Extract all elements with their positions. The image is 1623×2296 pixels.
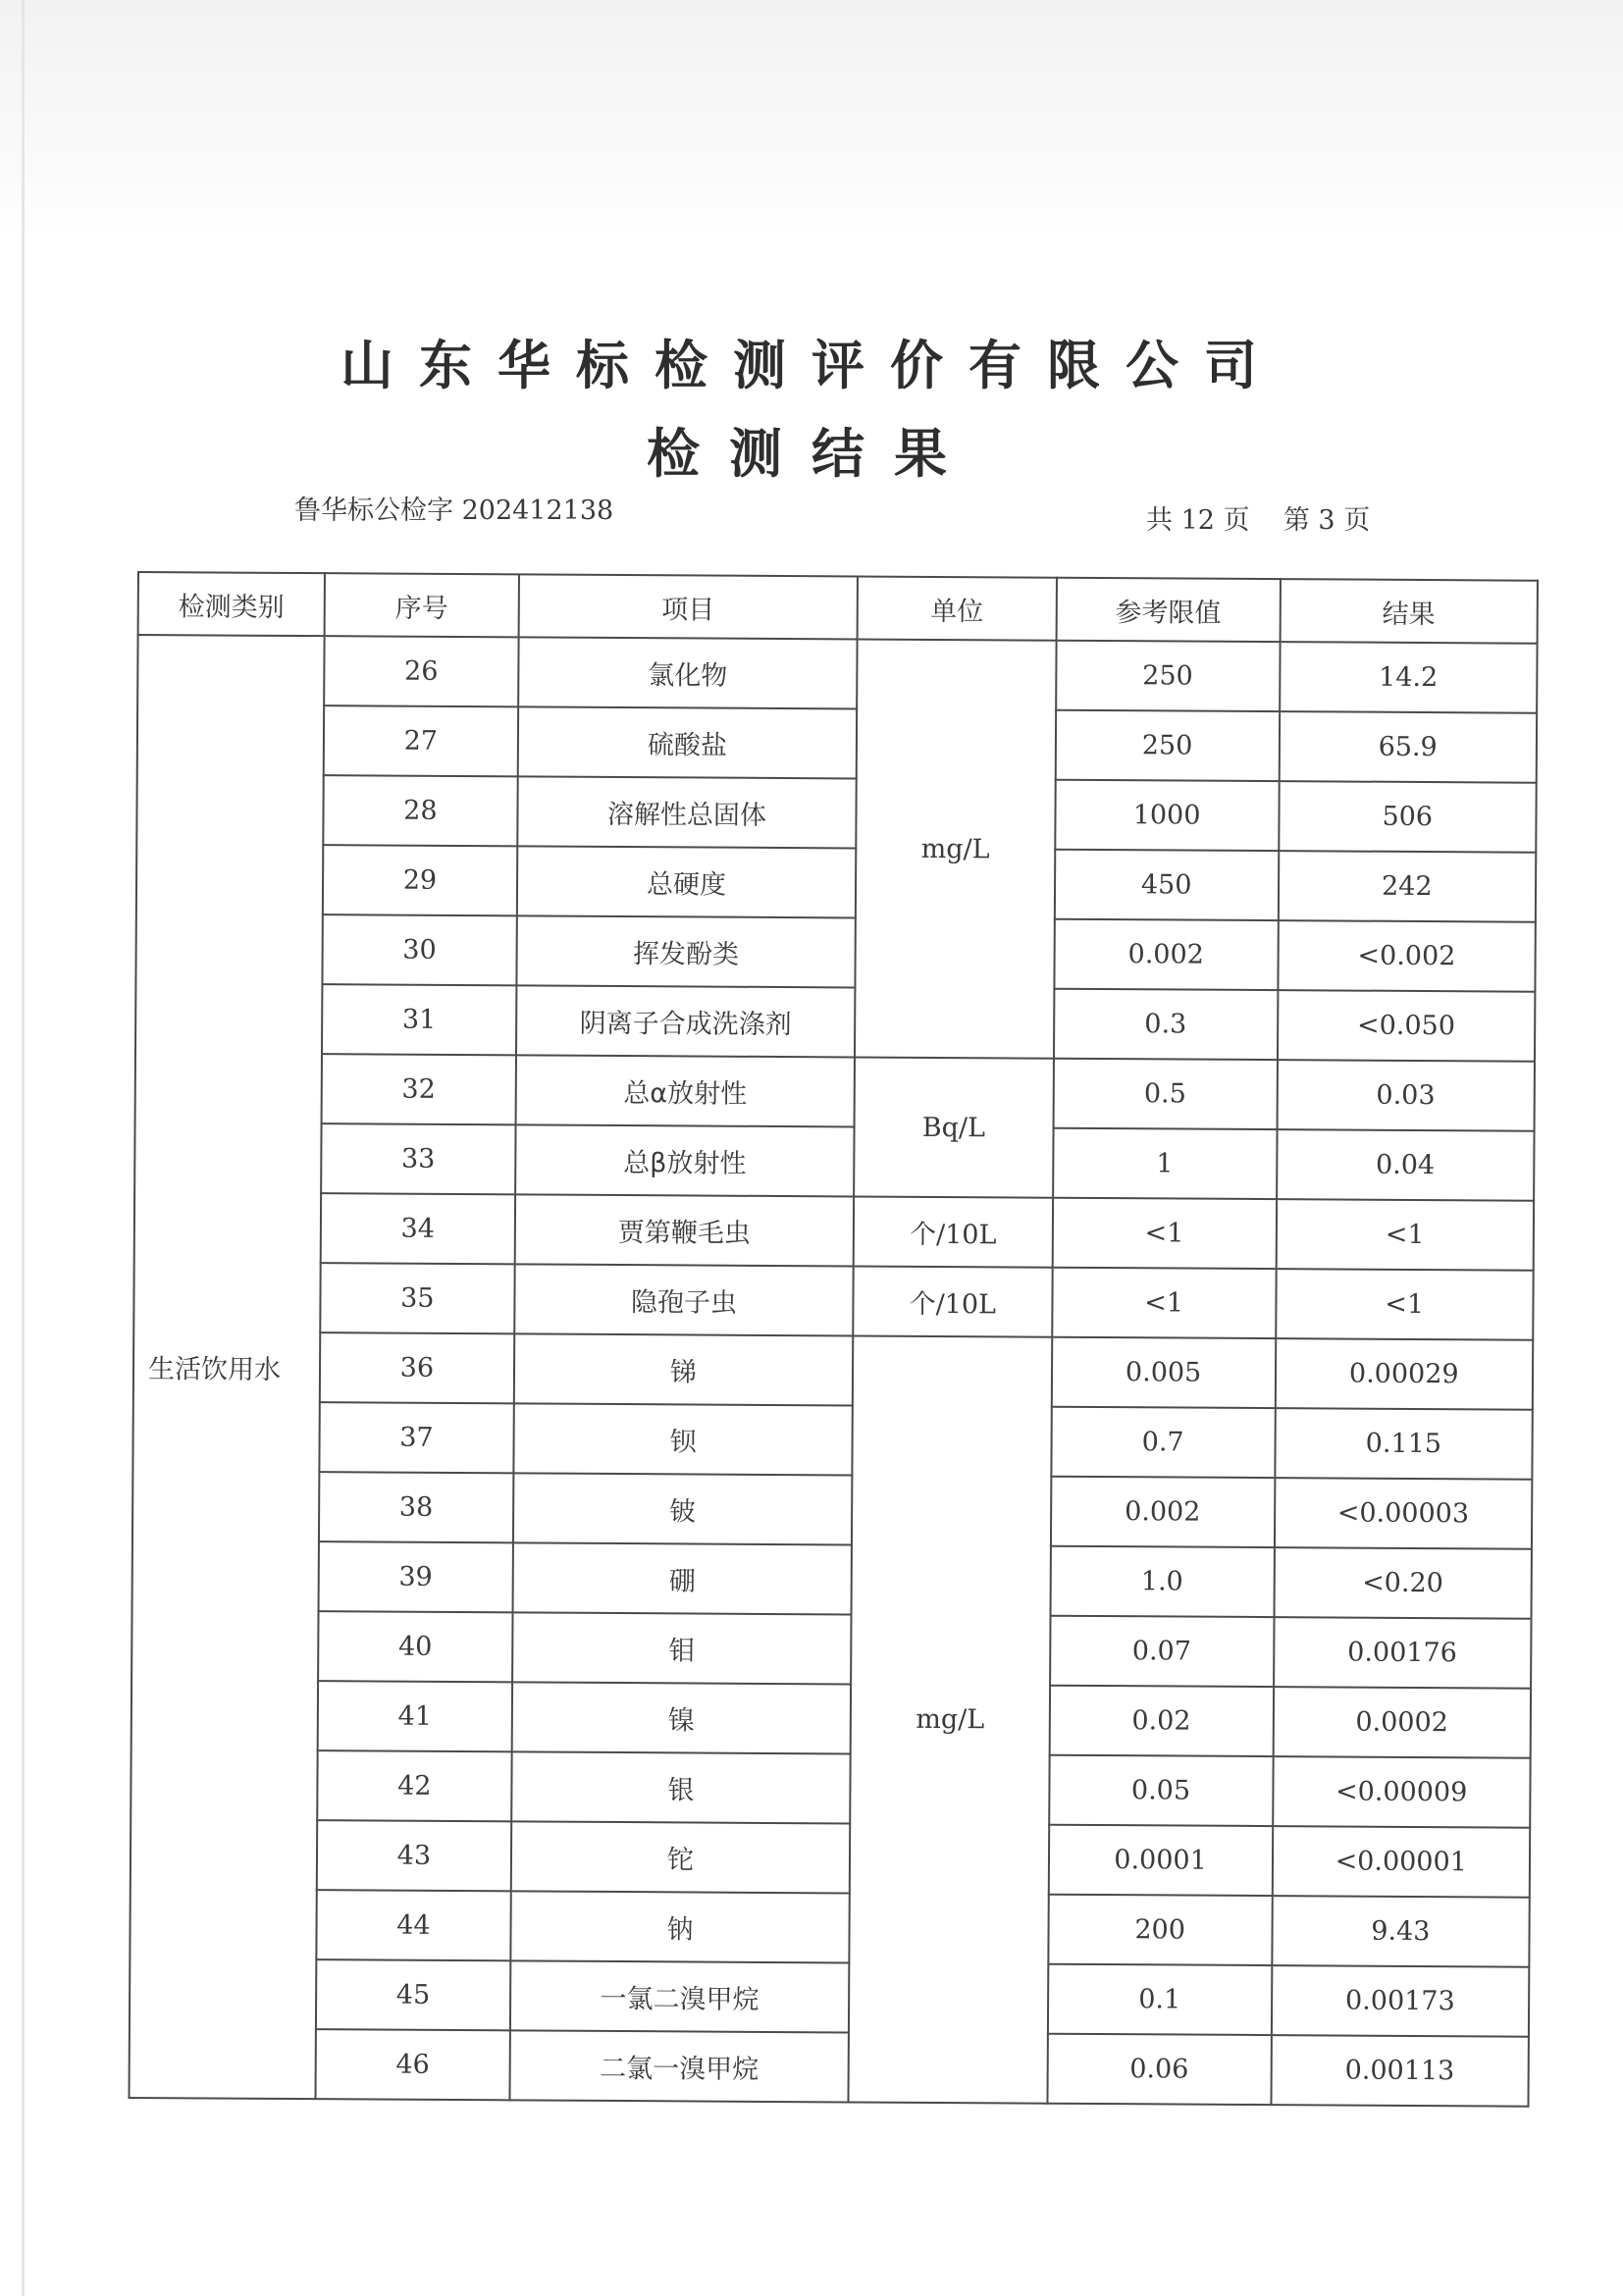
limit-value: 0.05: [1049, 1755, 1273, 1826]
limit-value: <1: [1052, 1268, 1276, 1338]
page-info: 共 12 页 第 3 页: [1146, 505, 1371, 536]
row-number: 46: [315, 2029, 509, 2100]
item-name: 氯化物: [518, 637, 858, 708]
table-row: [131, 1680, 1531, 1758]
item-name: 镍: [512, 1682, 852, 1753]
row-number: 41: [318, 1681, 512, 1751]
limit-value: 0.002: [1054, 919, 1278, 990]
limit-value: 1000: [1055, 780, 1279, 851]
header-category: 检测类别: [138, 572, 325, 636]
result-value: 0.00173: [1271, 1965, 1529, 2037]
limit-value: 250: [1055, 710, 1279, 781]
item-name: 贾第鞭毛虫: [515, 1194, 855, 1266]
results-table: [128, 571, 1538, 2108]
limit-value: 0.07: [1050, 1616, 1274, 1687]
table-row: [132, 1540, 1532, 1619]
header-limit: 参考限值: [1056, 578, 1280, 642]
limit-value: 0.06: [1047, 2034, 1271, 2105]
item-name: 钡: [513, 1403, 853, 1475]
item-name: 硼: [512, 1542, 852, 1614]
result-value: <0.20: [1274, 1547, 1532, 1619]
item-name: 硫酸盐: [518, 706, 858, 778]
header-row: [138, 572, 1538, 644]
document-title: 检测结果: [647, 423, 976, 485]
unit-cell: 个/10L: [853, 1266, 1052, 1336]
row-number: 34: [321, 1193, 515, 1264]
row-number: 43: [317, 1820, 511, 1891]
result-value: <0.00001: [1272, 1826, 1530, 1898]
limit-value: 0.3: [1054, 989, 1278, 1060]
table-row: [137, 635, 1537, 713]
row-number: 44: [316, 1890, 510, 1960]
result-value: 0.03: [1277, 1060, 1535, 1131]
table-row: [133, 1262, 1533, 1340]
result-value: 242: [1278, 851, 1536, 922]
item-name: 铍: [513, 1473, 853, 1544]
table-row: [135, 1053, 1535, 1131]
limit-value: 0.02: [1049, 1686, 1273, 1756]
row-number: 39: [318, 1541, 512, 1612]
row-number: 42: [317, 1750, 511, 1821]
result-value: 9.43: [1272, 1896, 1530, 1967]
result-value: <1: [1276, 1199, 1534, 1271]
unit-cell: mg/L: [855, 639, 1056, 1058]
result-value: 0.00029: [1275, 1338, 1533, 1410]
row-number: 32: [321, 1054, 515, 1124]
item-name: 锑: [514, 1333, 854, 1405]
table-row: [129, 2028, 1528, 2107]
result-value: 0.04: [1277, 1129, 1535, 1201]
row-number: 37: [319, 1402, 513, 1473]
table-row: [135, 913, 1535, 992]
limit-value: 1: [1053, 1128, 1277, 1199]
limit-value: 0.005: [1051, 1337, 1275, 1408]
limit-value: 0.5: [1053, 1059, 1277, 1129]
company-name: 山东华标检测评价有限公司: [340, 335, 1283, 396]
limit-value: 1.0: [1050, 1546, 1274, 1617]
limit-value: 0.1: [1048, 1964, 1272, 2035]
unit-cell: Bq/L: [854, 1057, 1053, 1197]
row-number: 27: [324, 705, 518, 776]
table-row: [131, 1610, 1531, 1689]
table-row: [134, 1192, 1534, 1271]
limit-value: 0.7: [1051, 1407, 1275, 1478]
table-body: [129, 635, 1537, 2107]
item-name: 总硬度: [517, 846, 857, 917]
table-row: [137, 704, 1537, 783]
row-number: 36: [320, 1332, 514, 1403]
limit-value: 450: [1055, 850, 1279, 920]
row-number: 30: [322, 914, 516, 985]
row-number: 38: [319, 1472, 513, 1542]
table-row: [132, 1471, 1532, 1549]
table-row: [133, 1331, 1533, 1410]
item-name: 二氯一溴甲烷: [509, 2030, 849, 2102]
row-number: 29: [323, 845, 517, 915]
limit-value: 0.002: [1051, 1477, 1275, 1547]
result-value: <1: [1276, 1269, 1534, 1340]
row-number: 33: [321, 1123, 515, 1194]
report-number: 鲁华标公检字 202412138: [294, 496, 614, 526]
category-cell: 生活饮用水: [129, 635, 324, 2099]
header-unit: 单位: [858, 576, 1057, 640]
item-name: 挥发酚类: [516, 915, 856, 987]
table-row: [131, 1819, 1530, 1898]
table-row: [134, 1122, 1534, 1201]
result-value: 0.115: [1275, 1408, 1533, 1480]
unit-cell: 个/10L: [854, 1196, 1053, 1267]
item-name: 银: [511, 1751, 851, 1823]
item-name: 一氯二溴甲烷: [510, 1960, 850, 2032]
scan-shadow: [0, 0, 1623, 235]
limit-value: <1: [1052, 1198, 1276, 1269]
item-name: 溶解性总固体: [517, 776, 857, 848]
item-name: 总α放射性: [515, 1055, 855, 1126]
result-value: <0.002: [1278, 920, 1536, 992]
item-name: 钠: [510, 1891, 850, 1962]
table-row: [135, 983, 1535, 1062]
row-number: 45: [316, 1959, 510, 2030]
result-value: <0.00009: [1273, 1756, 1531, 1828]
result-value: 506: [1279, 781, 1537, 853]
result-value: 14.2: [1280, 642, 1538, 713]
header-item: 项目: [518, 574, 858, 639]
row-number: 26: [324, 636, 518, 706]
item-name: 阴离子合成洗涤剂: [516, 985, 856, 1057]
item-name: 隐孢子虫: [514, 1264, 854, 1335]
table-row: [132, 1401, 1532, 1480]
limit-value: 0.0001: [1048, 1825, 1272, 1896]
table-row: [130, 1889, 1529, 1967]
unit-cell: mg/L: [849, 1335, 1052, 2103]
item-name: 铊: [511, 1821, 851, 1893]
result-value: <0.00003: [1274, 1478, 1532, 1549]
item-name: 总β放射性: [515, 1124, 855, 1196]
table-row: [136, 844, 1536, 922]
table-row: [130, 1958, 1529, 2037]
row-number: 40: [318, 1611, 512, 1682]
result-value: <0.050: [1278, 990, 1536, 1062]
table-row: [136, 774, 1536, 853]
limit-value: 250: [1056, 641, 1280, 711]
row-number: 35: [320, 1263, 514, 1333]
header-result: 结果: [1280, 579, 1538, 644]
table-row: [131, 1749, 1530, 1828]
result-value: 65.9: [1279, 711, 1537, 783]
row-number: 28: [323, 775, 517, 846]
row-number: 31: [322, 984, 516, 1055]
result-value: 0.00176: [1274, 1617, 1532, 1689]
header-number: 序号: [324, 573, 518, 637]
result-value: 0.0002: [1273, 1687, 1531, 1758]
limit-value: 200: [1048, 1895, 1272, 1965]
item-name: 钼: [512, 1612, 852, 1684]
result-value: 0.00113: [1271, 2035, 1529, 2107]
